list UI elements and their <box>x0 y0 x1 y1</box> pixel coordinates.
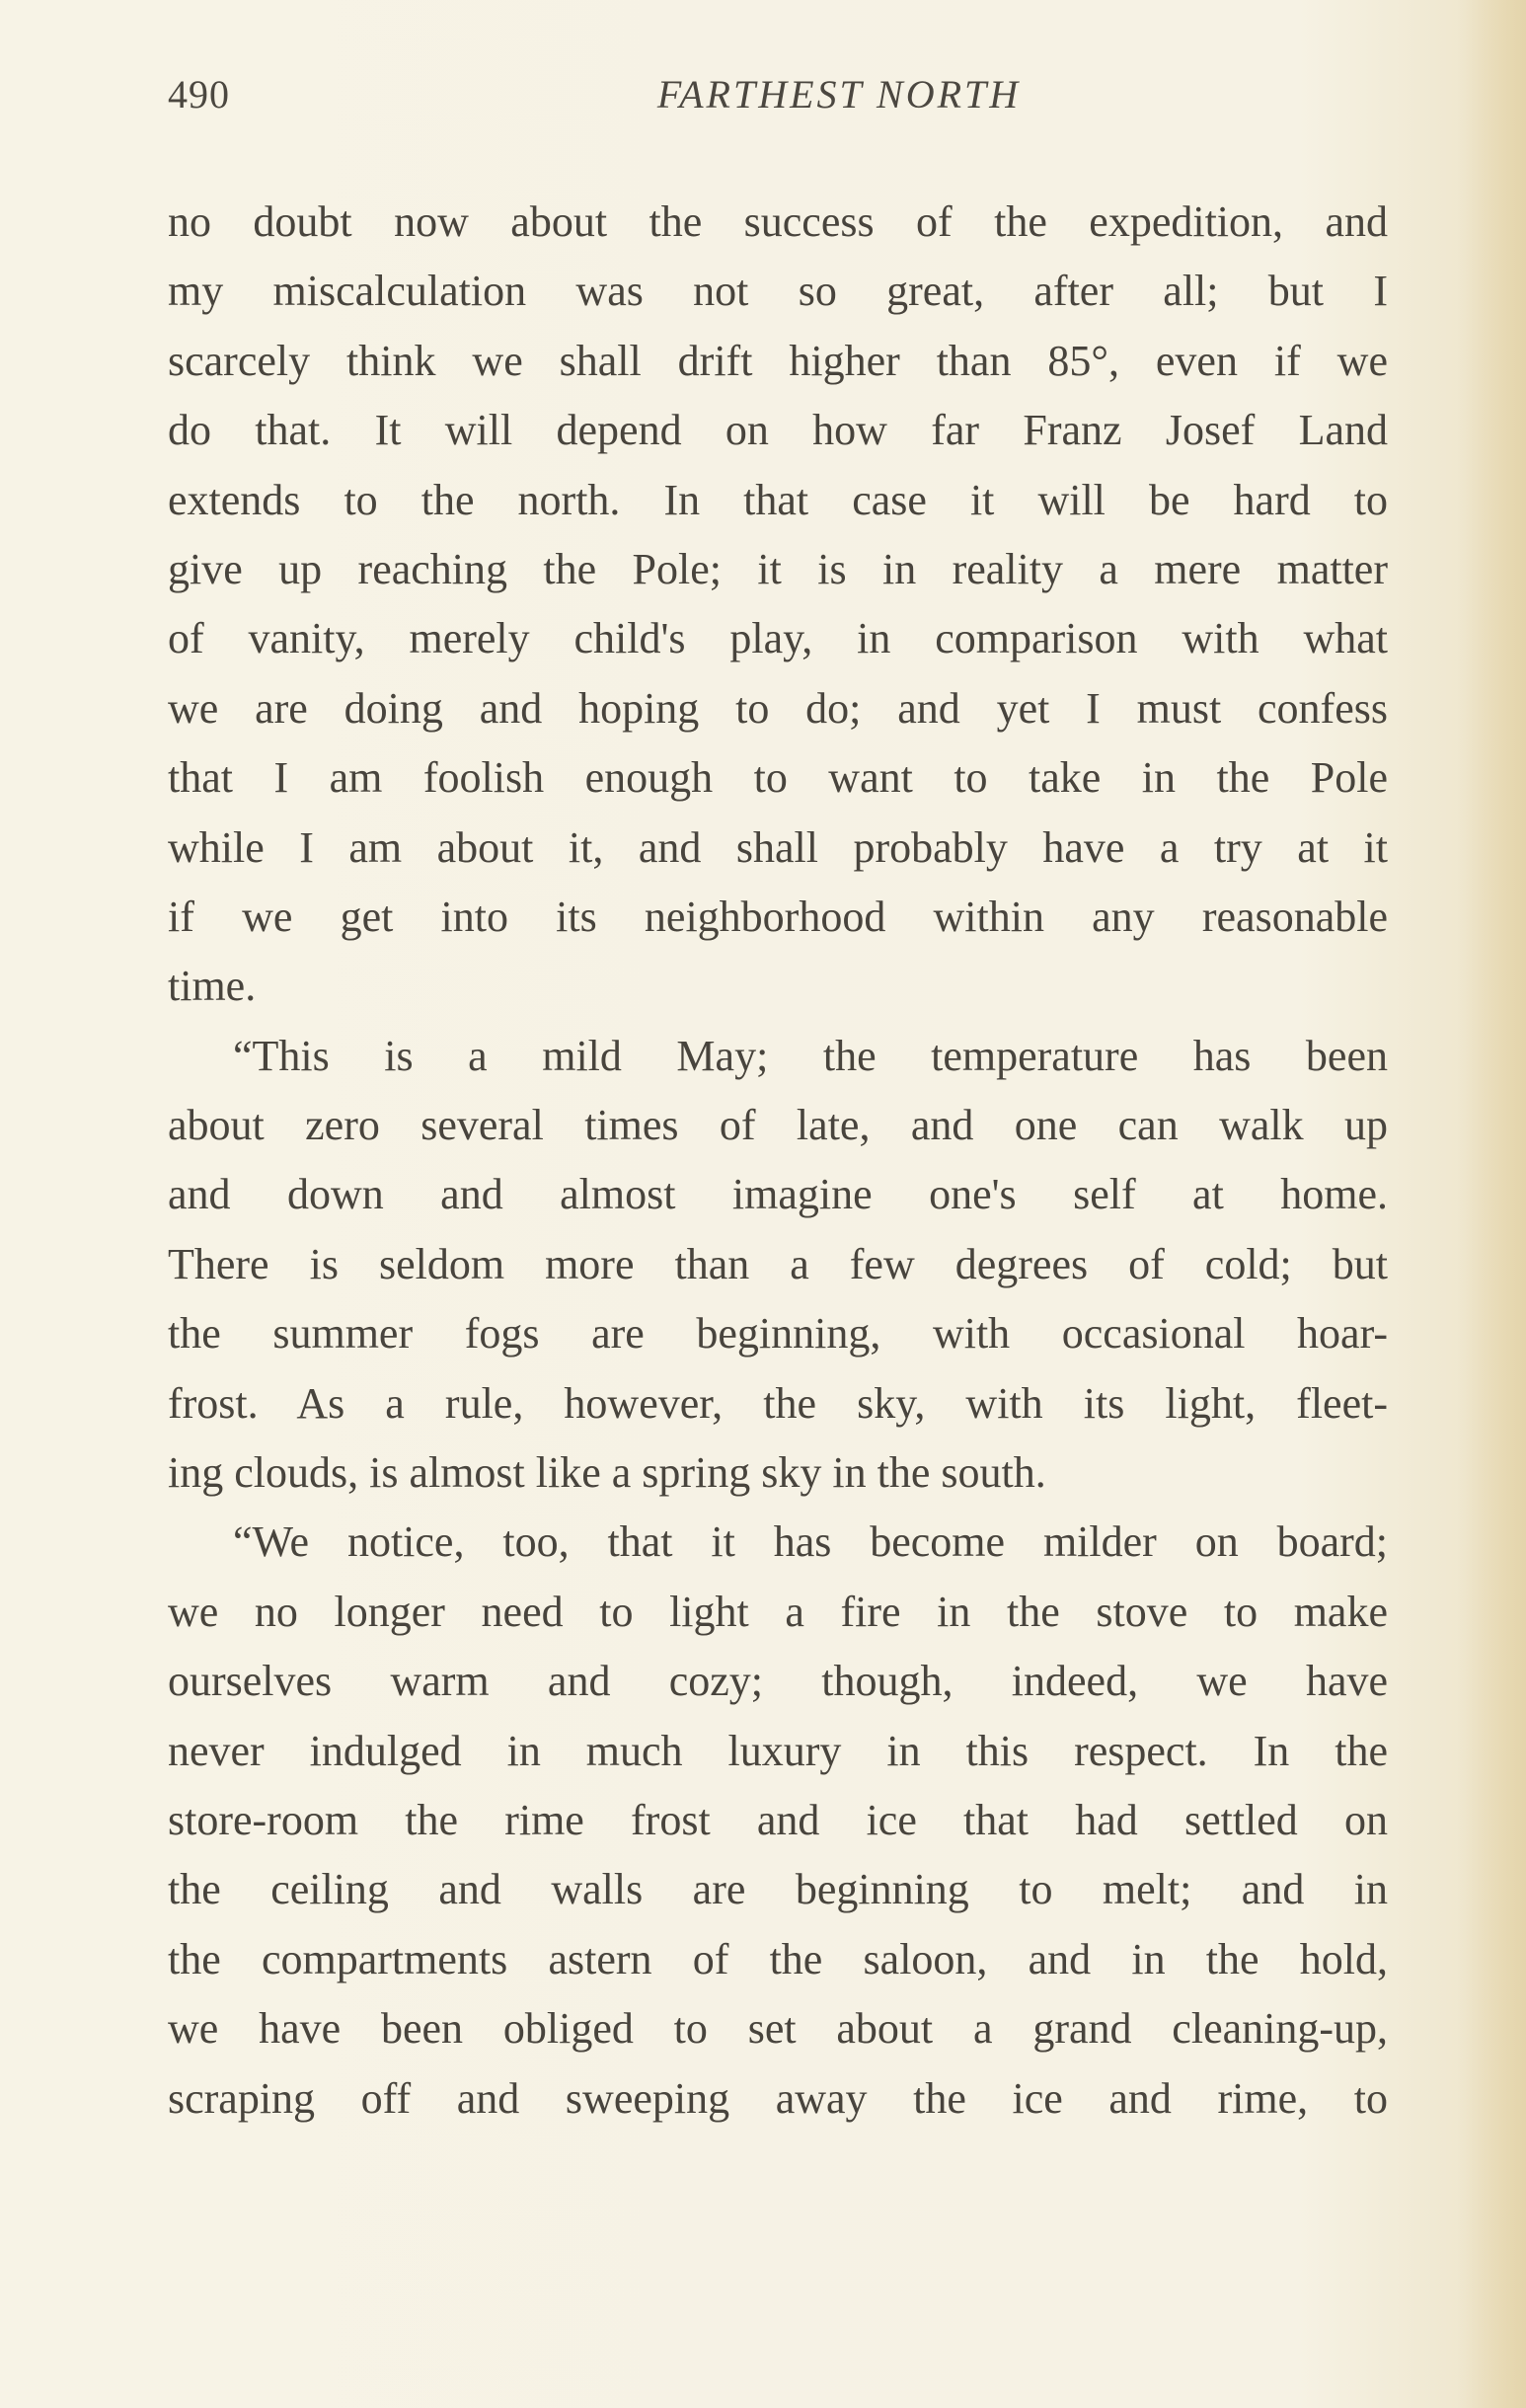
page-number: 490 <box>168 72 230 117</box>
text-line: ing clouds, is almost like a spring sky in the south. <box>168 1448 1046 1498</box>
text-line: never indulged in much luxury in this respect. In the <box>168 1726 1388 1775</box>
text-line: that I am foolish enough to want to take in the Pole <box>168 753 1388 803</box>
text-line: There is seldom more than a few degrees of cold; but <box>168 1239 1388 1288</box>
text-line: the summer fogs are beginning, with occasional hoar- <box>168 1309 1388 1359</box>
text-line: do that. It will depend on how far Franz Josef Land <box>168 406 1388 455</box>
running-head <box>168 71 1392 130</box>
text-line: scraping off and sweeping away the ice and rime, to <box>168 2073 1388 2123</box>
text-line: ourselves warm and cozy; though, indeed, we have <box>168 1657 1388 1706</box>
text-line: about zero several times of late, and one can walk up <box>168 1101 1388 1150</box>
text-line: of vanity, merely child's play, in comparison with what <box>168 614 1388 663</box>
text-line: “We notice, too, that it has become milder on board; <box>233 1517 1388 1567</box>
text-line: scarcely think we shall drift higher than 85°, even if we <box>168 336 1388 385</box>
book-title: FARTHEST NORTH <box>656 72 1022 117</box>
text-line: time. <box>168 962 257 1011</box>
text-line: the compartments astern of the saloon, and in the hold, <box>168 1934 1388 1983</box>
text-line: if we get into its neighborhood within any reasonable <box>168 892 1388 941</box>
text-line: frost. As a rule, however, the sky, with its light, fleet- <box>168 1378 1388 1428</box>
text-line: give up reaching the Pole; it is in reality a mere matter <box>168 544 1388 593</box>
text-line: we no longer need to light a fire in the stove to make <box>168 1587 1388 1636</box>
text-line: store-room the rime frost and ice that had settled on <box>168 1795 1388 1844</box>
body-text <box>168 188 1388 2134</box>
text-line: we have been obliged to set about a grand cleaning-up, <box>168 2004 1388 2054</box>
text-line: while I am about it, and shall probably have a try at it <box>168 822 1388 872</box>
text-line: no doubt now about the success of the expedition, and <box>168 197 1388 246</box>
text-line: “This is a mild May; the temperature has been <box>233 1031 1388 1080</box>
text-line: we are doing and hoping to do; and yet I must confess <box>168 683 1388 733</box>
text-line: my miscalculation was not so great, after all; but I <box>168 267 1388 316</box>
text-line: extends to the north. In that case it will be hard to <box>168 475 1388 524</box>
page-edge-shadow <box>1457 0 1526 2408</box>
text-line: the ceiling and walls are beginning to melt; and in <box>168 1865 1388 1914</box>
text-line: and down and almost imagine one's self at home. <box>168 1170 1388 1219</box>
